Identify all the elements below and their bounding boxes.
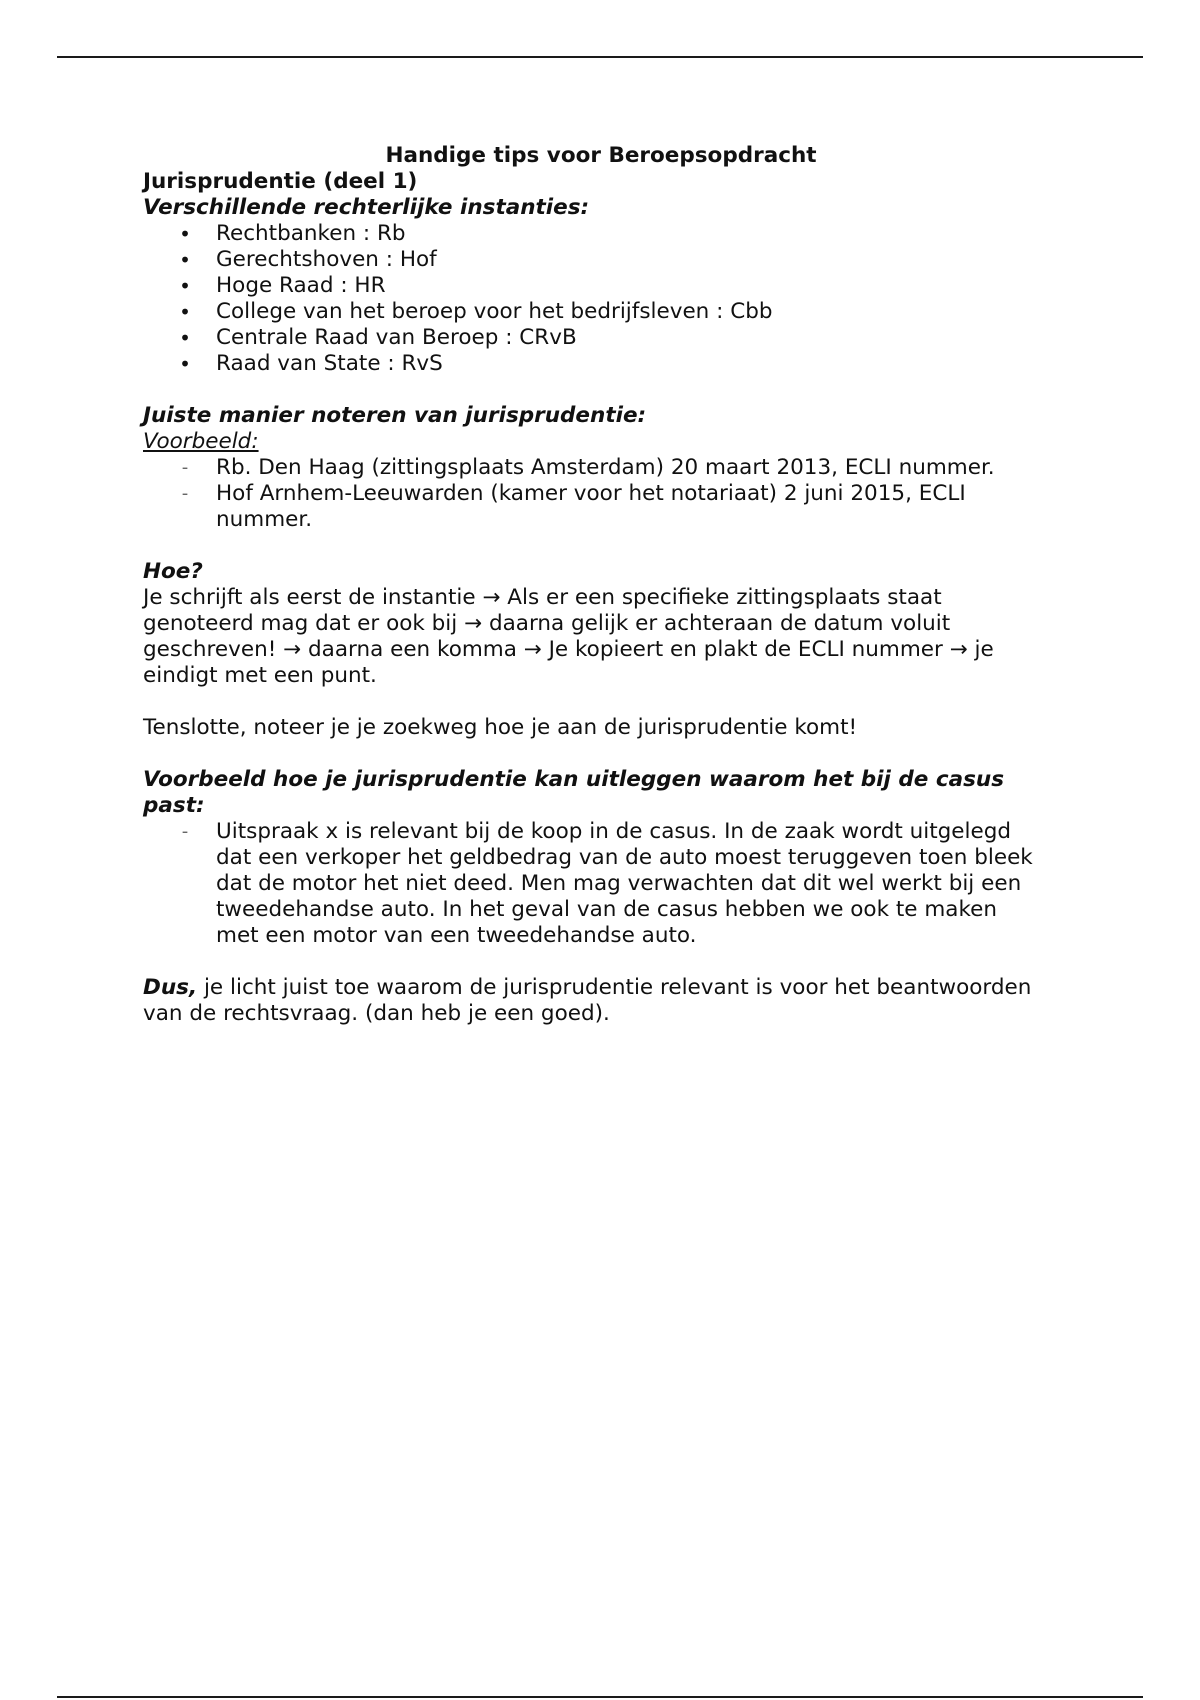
list-item: - Hof Arnhem-Leeuwarden (kamer voor het notariaat) 2 juni 2015, ECLI nummer. <box>143 481 1043 533</box>
list-item: • Hoge Raad : HR <box>143 273 1043 299</box>
bullet-marker: • <box>179 222 191 246</box>
dash-marker: - <box>181 483 189 504</box>
conclusion-text: je licht juist toe waarom de jurisprudentie relevant is voor het beantwoorden van de rechtsvraag. (dan heb je een goed). <box>143 975 1032 1026</box>
bullet-marker: • <box>179 248 191 272</box>
header-rule <box>57 56 1143 58</box>
dash-marker: - <box>181 457 189 478</box>
bullet-marker: • <box>179 326 191 350</box>
notation-heading: Juiste manier noteren van jurisprudentie: <box>143 403 647 428</box>
instances-list <box>143 221 1043 377</box>
examples-list <box>143 455 1043 533</box>
list-item: • College van het beroep voor het bedrijfsleven : Cbb <box>143 299 1043 325</box>
list-item: • Rechtbanken : Rb <box>143 221 1043 247</box>
bullet-marker: • <box>179 300 191 324</box>
section-heading: Jurisprudentie (deel 1) <box>143 169 418 194</box>
footer-rule <box>57 1696 1143 1698</box>
explain-list <box>143 819 1043 949</box>
document-body <box>143 143 1043 1027</box>
list-item: • Centrale Raad van Beroep : CRvB <box>143 325 1043 351</box>
conclusion-paragraph <box>143 975 1043 1027</box>
example-label: Voorbeeld: <box>143 429 259 454</box>
how-paragraph: Je schrijft als eerst de instantie → Als er een specifieke zittingsplaats staat genoteerd mag dat er ook bij → daarna gelijk er achteraan de datum voluit geschreven! → daarna een komma → Je kopieert en plakt de ECLI nummer → je eindigt met een punt. <box>143 585 994 688</box>
bullet-marker: • <box>179 352 191 376</box>
list-item: - Rb. Den Haag (zittingsplaats Amsterdam) 20 maart 2013, ECLI nummer. <box>143 455 1043 481</box>
document-title: Handige tips voor Beroepsopdracht <box>385 143 817 168</box>
instances-heading: Verschillende rechterlijke instanties: <box>143 195 590 220</box>
bullet-marker: • <box>179 274 191 298</box>
how-heading: Hoe? <box>143 559 203 584</box>
list-item: - Uitspraak x is relevant bij de koop in de casus. In de zaak wordt uitgelegd dat een verkoper het geldbedrag van de auto moest teruggeven toen bleek dat de motor het niet deed. Men mag verwachten dat dit wel werkt bij een tweedehandse auto. In het geval van de casus hebben we ook te maken met een motor van een tweedehandse auto. <box>143 819 1043 949</box>
explain-heading: Voorbeeld hoe je jurisprudentie kan uitleggen waarom het bij de casus past: <box>143 767 1005 818</box>
list-item: • Raad van State : RvS <box>143 351 1043 377</box>
finally-paragraph: Tenslotte, noteer je je zoekweg hoe je aan de jurisprudentie komt! <box>143 715 858 740</box>
list-item: • Gerechtshoven : Hof <box>143 247 1043 273</box>
dash-marker: - <box>181 821 189 842</box>
conclusion-lead: Dus, <box>143 975 198 1000</box>
